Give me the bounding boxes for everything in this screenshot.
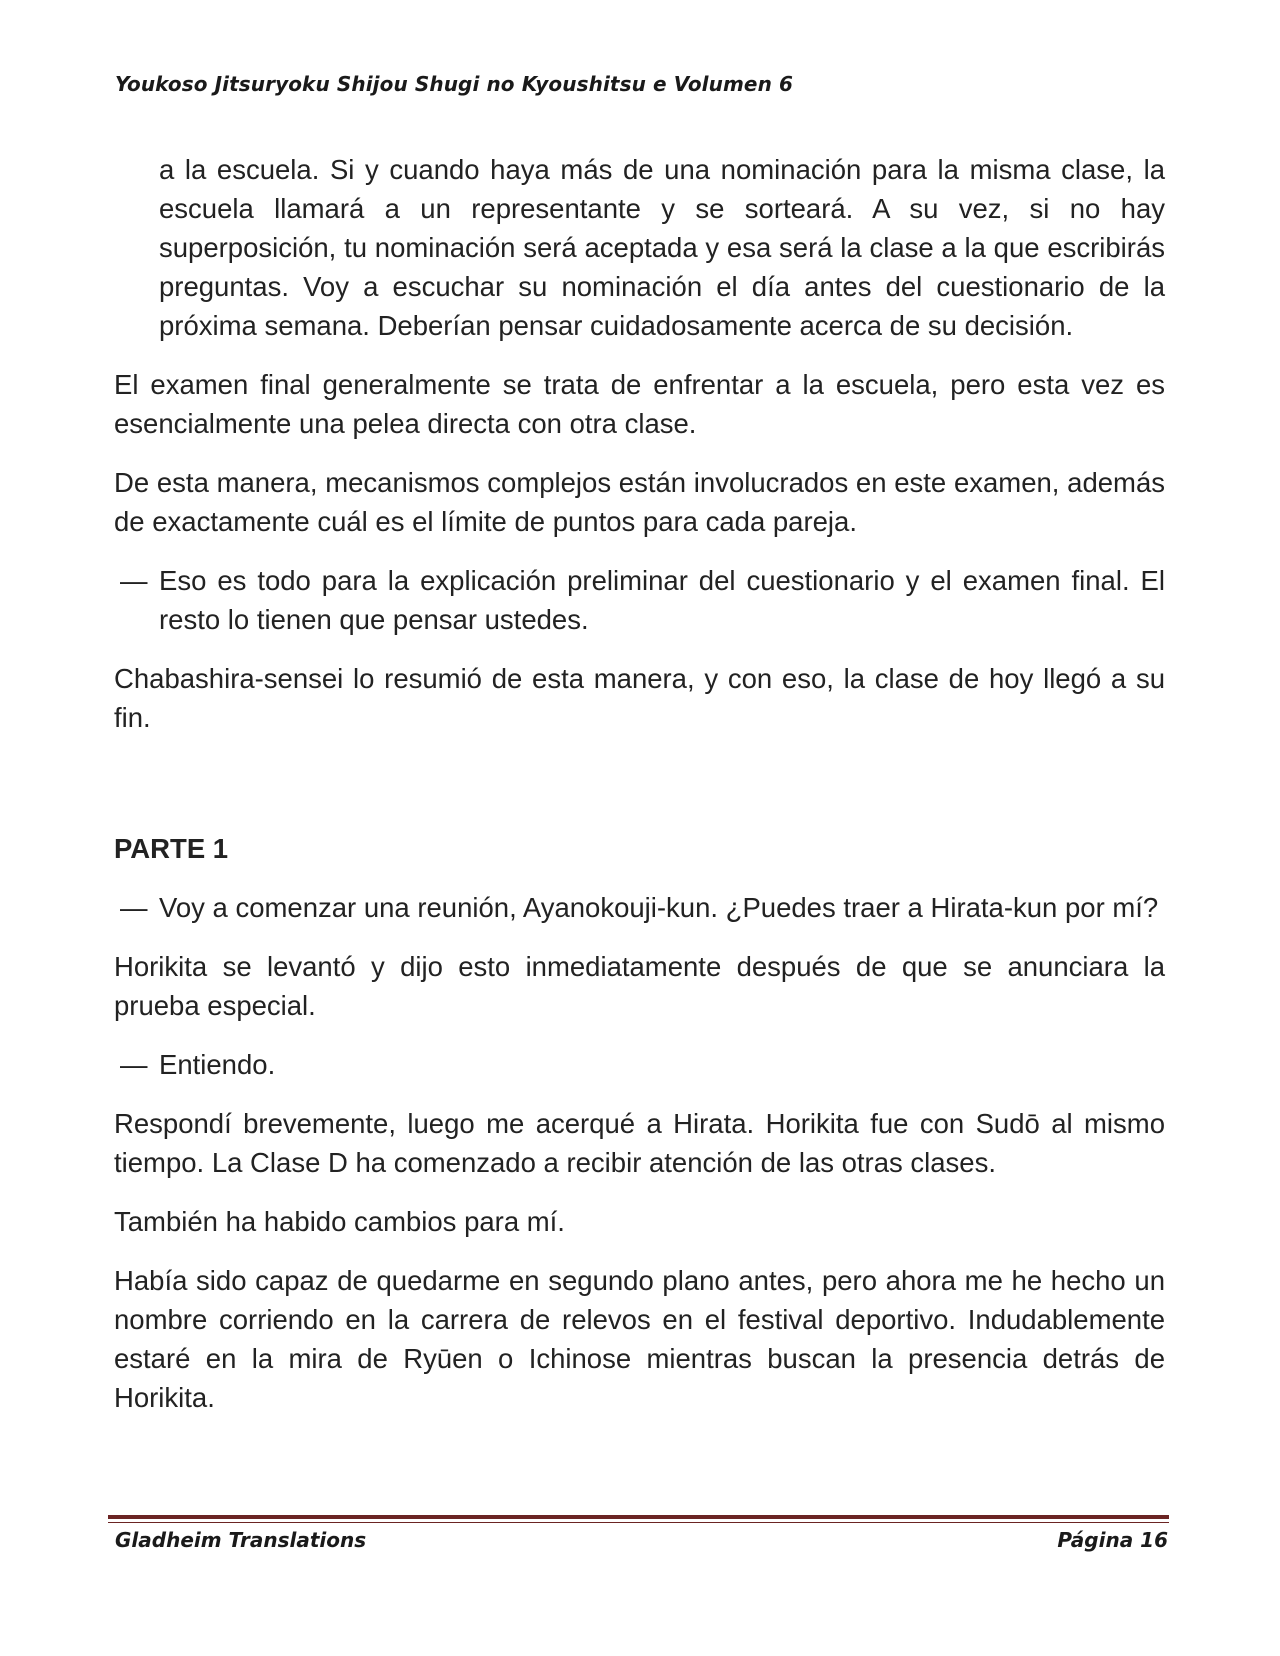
paragraph: El examen final generalmente se trata de enfrentar a la escuela, pero esta vez es esencialmente una pelea directa con otra clase.	[114, 369, 1165, 439]
dialog-text: Eso es todo para la explicación preliminar del cuestionario y el examen final. El resto lo tienen que pensar ustedes.	[159, 565, 1165, 635]
dialog-line	[114, 888, 1165, 927]
paragraph-continued-dialog: a la escuela. Si y cuando haya más de una nominación para la misma clase, la escuela llamará a un representante y se sorteará. A su vez, si no hay superposición, tu nominación será aceptada y esa será la clase a la que escribirás preguntas. Voy a escuchar su nominación el día antes del cuestionario de la próxima semana. Deberían pensar cuidadosamente acerca de su decisión.	[159, 154, 1165, 341]
footer-divider-thin	[108, 1522, 1169, 1523]
dialog-dash: —	[120, 892, 148, 923]
paragraph: De esta manera, mecanismos complejos están involucrados en este examen, además de exactamente cuál es el límite de puntos para cada pareja.	[114, 467, 1165, 537]
section-heading: PARTE 1	[114, 833, 229, 864]
dialog-text: Voy a comenzar una reunión, Ayanokouji-kun. ¿Puedes traer a Hirata-kun por mí?	[159, 892, 1159, 923]
section-spacer	[114, 757, 1165, 829]
paragraph: Respondí brevemente, luego me acerqué a Hirata. Horikita fue con Sudō al mismo tiempo. La Clase D ha comenzado a recibir atención de las otras clases.	[114, 1108, 1165, 1178]
footer-divider	[108, 1515, 1169, 1519]
dialog-dash: —	[120, 565, 148, 596]
dialog-line	[114, 561, 1165, 639]
page-body	[114, 150, 1165, 1437]
dialog-dash: —	[120, 1049, 148, 1080]
dialog-text: Entiendo.	[159, 1049, 276, 1080]
dialog-line	[114, 1045, 1165, 1084]
paragraph: Había sido capaz de quedarme en segundo plano antes, pero ahora me he hecho un nombre corriendo en la carrera de relevos en el festival deportivo. Indudablemente estaré en la mira de Ryūen o Ichinose mientras buscan la presencia detrás de Horikita.	[114, 1265, 1165, 1413]
paragraph: Chabashira-sensei lo resumió de esta manera, y con eso, la clase de hoy llegó a su fin.	[114, 663, 1165, 733]
footer-page-number: Página 16	[1057, 1528, 1168, 1552]
paragraph: También ha habido cambios para mí.	[114, 1206, 565, 1237]
page-header-title: Youkoso Jitsuryoku Shijou Shugi no Kyoushitsu e Volumen 6	[115, 72, 793, 96]
paragraph: Horikita se levantó y dijo esto inmediatamente después de que se anunciara la prueba especial.	[114, 951, 1165, 1021]
footer-publisher: Gladheim Translations	[115, 1528, 367, 1552]
